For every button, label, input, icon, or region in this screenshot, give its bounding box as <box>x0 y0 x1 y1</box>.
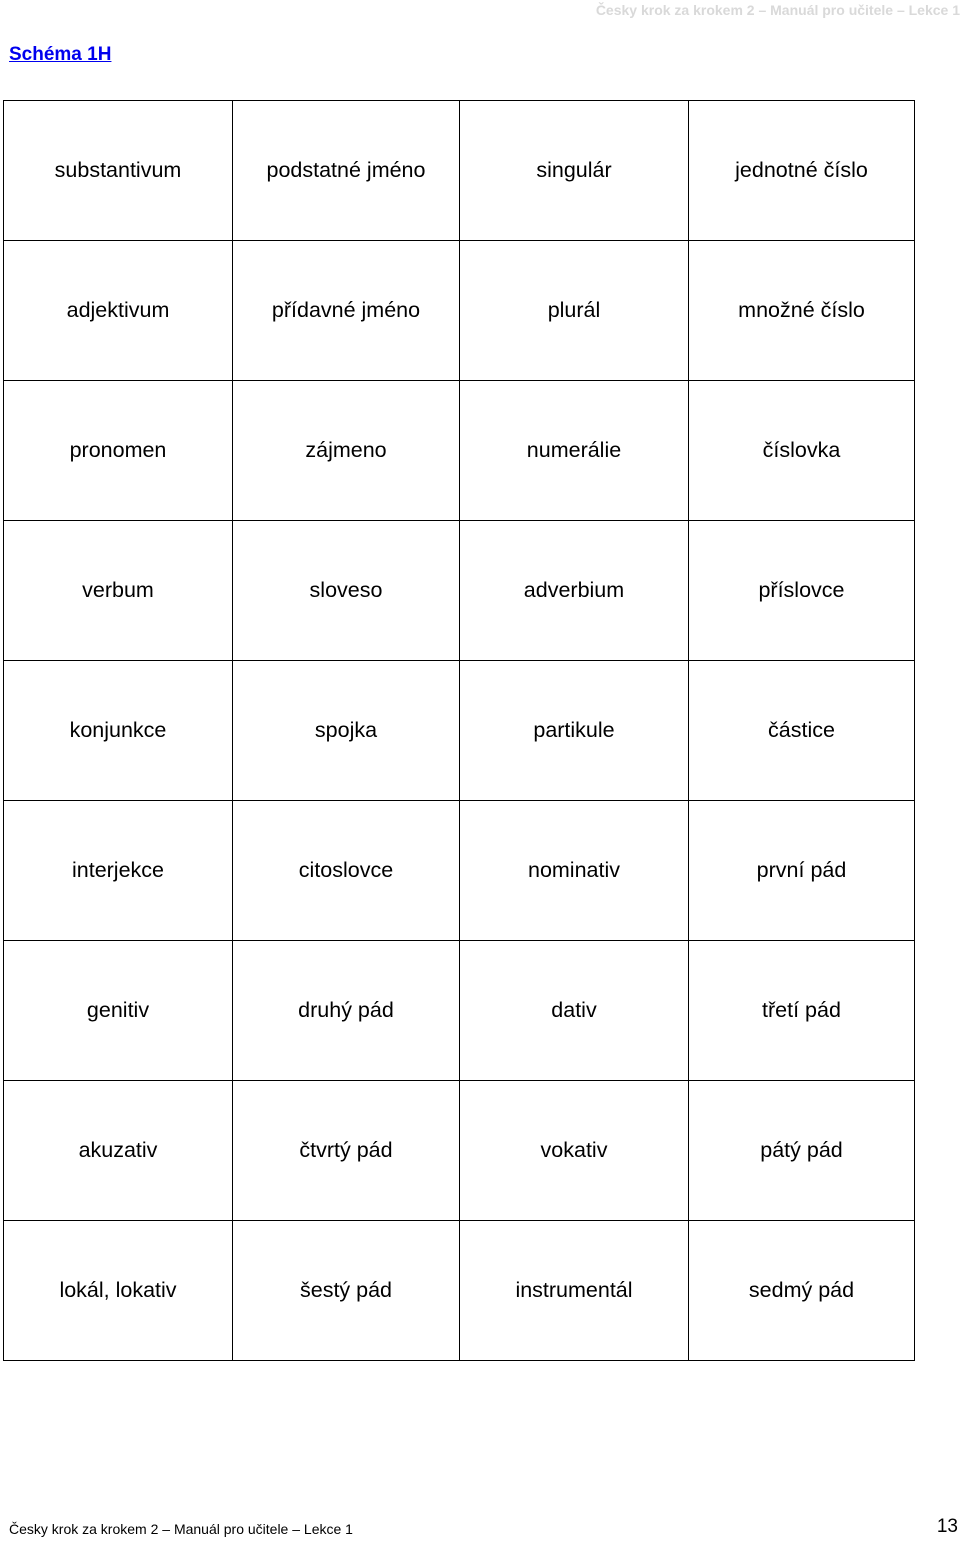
table-cell: adjektivum <box>4 241 233 381</box>
table-cell: citoslovce <box>233 801 460 941</box>
table-cell: příslovce <box>689 521 915 661</box>
table-cell: genitiv <box>4 941 233 1081</box>
page-number: 13 <box>936 1516 958 1537</box>
vocabulary-table <box>3 100 915 1361</box>
table-row <box>4 101 915 241</box>
table-cell: podstatné jméno <box>233 101 460 241</box>
table-cell: interjekce <box>4 801 233 941</box>
table-row <box>4 801 915 941</box>
running-header: Česky krok za krokem 2 – Manuál pro učitele – Lekce 1 <box>595 2 960 18</box>
table-cell: plurál <box>460 241 689 381</box>
table-cell: partikule <box>460 661 689 801</box>
table-row <box>4 1081 915 1221</box>
table-cell: množné číslo <box>689 241 915 381</box>
table-row <box>4 381 915 521</box>
table-cell: druhý pád <box>233 941 460 1081</box>
table-cell: adverbium <box>460 521 689 661</box>
table-cell: šestý pád <box>233 1221 460 1361</box>
table-cell: částice <box>689 661 915 801</box>
table-row <box>4 941 915 1081</box>
table-cell: třetí pád <box>689 941 915 1081</box>
table-cell: první pád <box>689 801 915 941</box>
table-cell: jednotné číslo <box>689 101 915 241</box>
table-cell: pátý pád <box>689 1081 915 1221</box>
running-footer: Česky krok za krokem 2 – Manuál pro učitele – Lekce 1 <box>9 1521 353 1537</box>
table-cell: spojka <box>233 661 460 801</box>
table-cell: čtvrtý pád <box>233 1081 460 1221</box>
table-row <box>4 521 915 661</box>
table-cell: instrumentál <box>460 1221 689 1361</box>
table-cell: akuzativ <box>4 1081 233 1221</box>
table-cell: verbum <box>4 521 233 661</box>
table-cell: číslovka <box>689 381 915 521</box>
table-cell: substantivum <box>4 101 233 241</box>
table-cell: singulár <box>460 101 689 241</box>
table-cell: vokativ <box>460 1081 689 1221</box>
table-cell: lokál, lokativ <box>4 1221 233 1361</box>
table-cell: konjunkce <box>4 661 233 801</box>
table-cell: pronomen <box>4 381 233 521</box>
table-cell: sedmý pád <box>689 1221 915 1361</box>
table-cell: sloveso <box>233 521 460 661</box>
table-cell: přídavné jméno <box>233 241 460 381</box>
table-row <box>4 661 915 801</box>
table-cell: zájmeno <box>233 381 460 521</box>
schema-title[interactable]: Schéma 1H <box>9 44 112 65</box>
table-cell: dativ <box>460 941 689 1081</box>
table-row <box>4 241 915 381</box>
table-cell: numerálie <box>460 381 689 521</box>
table-cell: nominativ <box>460 801 689 941</box>
table-row <box>4 1221 915 1361</box>
